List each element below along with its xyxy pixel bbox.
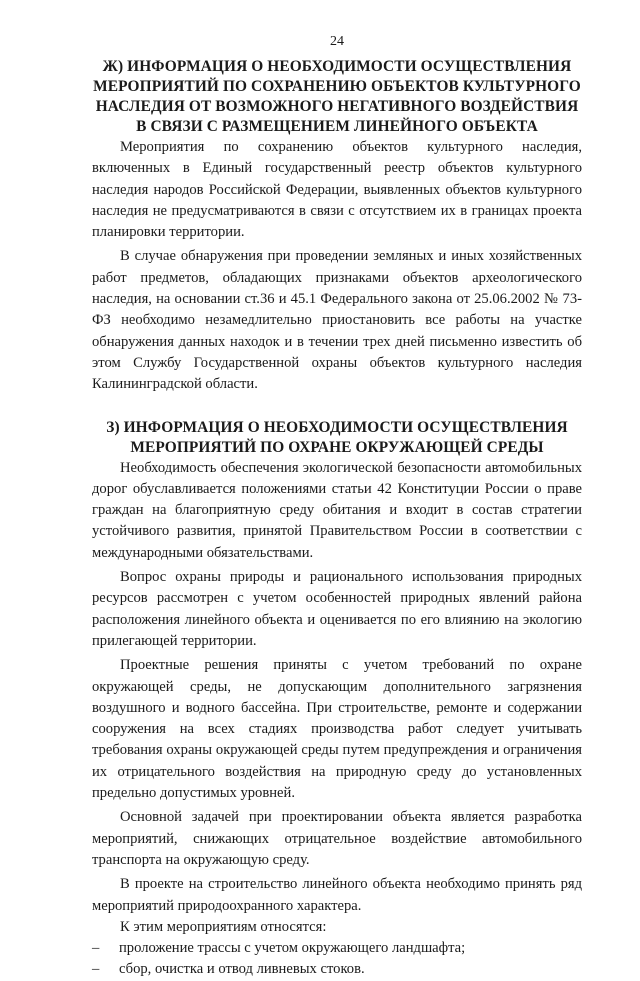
list-item (92, 959, 582, 980)
list-dash-marker: – (92, 961, 100, 978)
section-zh-paragraph-2: В случае обнаружения при проведении земляных и иных хозяйственных работ предметов, обладающих признаками объектов археологического наследия, на основании ст.36 и 45.1 Федерального закона от 25.06.2002 № 73-ФЗ необходимо незамедлительно приостановить все работы на участке обнаружения данных находок и в течении трех дней письменно известить об этом Службу Государственной охраны объектов культурного наследия Калининградской области. (92, 248, 582, 393)
section-z-heading: З) ИНФОРМАЦИЯ О НЕОБХОДИМОСТИ ОСУЩЕСТВЛЕНИЯ МЕРОПРИЯТИЙ ПО ОХРАНЕ ОКРУЖАЮЩЕЙ СРЕДЫ (106, 418, 568, 456)
section-z-paragraph-5: В проекте на строительство линейного объекта необходимо принять ряд мероприятий природоохранного характера. (92, 876, 582, 914)
page-number: 24 (330, 34, 344, 49)
section-z-paragraph-2: Вопрос охраны природы и рационального использования природных ресурсов рассмотрен с учетом особенностей природных явлений района расположения линейного объекта и оценивается по его влиянию на экологию прилегающей территории. (92, 569, 582, 649)
list-item-text: проложение трассы с учетом окружающего ландшафта; (119, 940, 466, 957)
measures-list (92, 938, 582, 981)
section-z-paragraph-4: Основной задачей при проектировании объекта является разработка мероприятий, снижающих отрицательное воздействие автомобильного транспорта на окружающую среду. (92, 809, 582, 868)
list-dash-marker: – (92, 940, 100, 957)
section-z-paragraph-3: Проектные решения приняты с учетом требований по охране окружающей среды, не допускающим дополнительного загрязнения воздушного и водного бассейна. При строительстве, ремонте и содержании сооружения на всех стадиях производства работ следует учитывать требования охраны окружающей среды путем предупреждения и ограничения их отрицательного воздействия на природную среду до установленных предельно допустимых уровней. (92, 657, 582, 802)
section-zh-heading: Ж) ИНФОРМАЦИЯ О НЕОБХОДИМОСТИ ОСУЩЕСТВЛЕНИЯ МЕРОПРИЯТИЙ ПО СОХРАНЕНИЮ ОБЪЕКТОВ КУЛЬТУРНОГО НАСЛЕДИЯ ОТ ВОЗМОЖНОГО НЕГАТИВНОГО ВОЗДЕЙСТВИЯ В СВЯЗИ С РАЗМЕЩЕНИЕМ ЛИНЕЙНОГО ОБЪЕКТА (93, 58, 581, 135)
list-item-text: сбор, очистка и отвод ливневых стоков. (119, 961, 365, 978)
section-zh-paragraph-1: Мероприятия по сохранению объектов культурного наследия, включенных в Единый государственный реестр объектов культурного наследия народов Российской Федерации, выявленных объектов культурного наследия не предусматриваются в связи с отсутствием их в границах проекта планировки территории. (92, 139, 582, 241)
list-intro: К этим мероприятиям относятся: (120, 918, 327, 935)
list-item (92, 938, 582, 959)
section-z-paragraph-1: Необходимость обеспечения экологической безопасности автомобильных дорог обуславливается положениями статьи 42 Конституции России о праве граждан на благоприятную среду обитания и входит в состав стратегии устойчивого развития, принятой Правительством России в соответствии с международными обязательствами. (92, 459, 582, 561)
